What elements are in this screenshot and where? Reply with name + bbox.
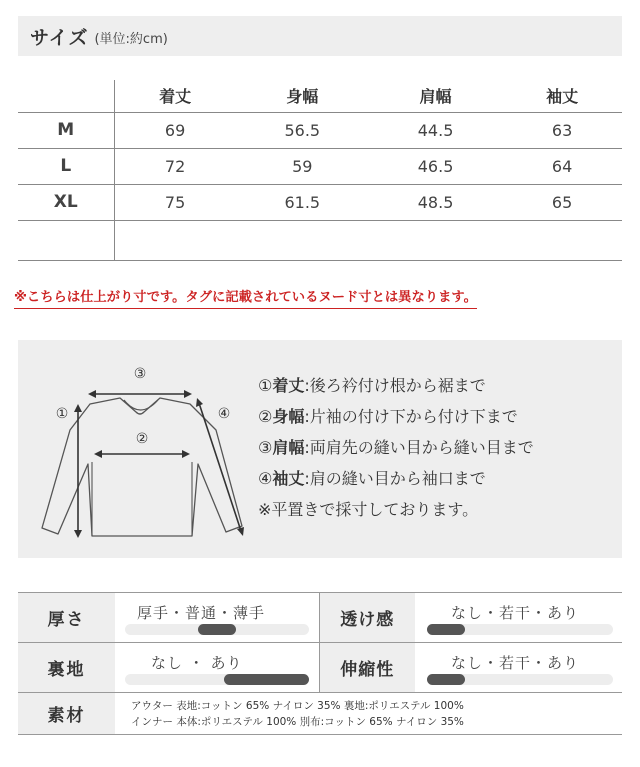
size-label: L bbox=[18, 148, 114, 184]
measurement-term: 着丈 bbox=[272, 376, 305, 395]
shirt-outline-icon bbox=[42, 398, 242, 536]
fabric-row-material bbox=[18, 693, 622, 735]
measurement-number: ④ bbox=[258, 469, 273, 488]
table-cell: 65 bbox=[502, 184, 622, 220]
finished-size-notice: ※こちらは仕上がり寸です。タグに記載されているヌード寸とは異なります。 bbox=[14, 286, 477, 309]
table-cell-empty bbox=[236, 220, 369, 260]
fabric-properties-table bbox=[18, 592, 622, 735]
diagram-marker-4: ④ bbox=[217, 406, 231, 422]
measurement-item bbox=[258, 370, 534, 401]
table-cell: 72 bbox=[114, 148, 236, 184]
diagram-marker-1: ① bbox=[55, 406, 69, 422]
material-line-inner: インナー 本体:ポリエステル 100% 別布:コットン 65% ナイロン 35% bbox=[131, 715, 464, 728]
measurement-term: 袖丈 bbox=[272, 469, 305, 488]
table-cell: 48.5 bbox=[369, 184, 502, 220]
lining-indicator bbox=[224, 674, 309, 685]
fabric-row bbox=[18, 643, 622, 693]
measurement-description: :後ろ衿付け根から裾まで bbox=[304, 376, 486, 395]
column-header: 袖丈 bbox=[502, 80, 622, 112]
table-cell: 64 bbox=[502, 148, 622, 184]
measurement-description: :片袖の付け下から付け下まで bbox=[304, 407, 518, 426]
table-row bbox=[18, 112, 622, 148]
thickness-scale bbox=[125, 624, 309, 635]
size-label: M bbox=[18, 112, 114, 148]
measurement-term: 肩幅 bbox=[272, 438, 305, 457]
size-label-empty bbox=[18, 220, 114, 260]
transparency-label: 透け感 bbox=[319, 593, 415, 643]
size-table-header-row bbox=[18, 80, 622, 112]
measurement-number: ① bbox=[258, 376, 273, 395]
material-line-outer: アウター 表地:コットン 65% ナイロン 35% 裏地:ポリエステル 100% bbox=[131, 699, 464, 712]
stretch-scale bbox=[427, 674, 613, 685]
transparency-scale bbox=[427, 624, 613, 635]
measurement-description: :肩の縫い目から袖口まで bbox=[304, 469, 486, 488]
thickness-label: 厚さ bbox=[18, 593, 115, 643]
stretch-indicator bbox=[427, 674, 465, 685]
table-cell: 59 bbox=[236, 148, 369, 184]
table-cell: 63 bbox=[502, 112, 622, 148]
size-header-corner bbox=[18, 80, 114, 112]
lining-label: 裏地 bbox=[18, 643, 115, 693]
shirt-measurement-diagram bbox=[32, 358, 252, 548]
lining-scale bbox=[125, 674, 309, 685]
size-unit-label: (単位:約cm) bbox=[94, 32, 168, 47]
stretch-options: なし・若干・あり bbox=[451, 654, 580, 672]
lining-options: なし ・ あり bbox=[151, 654, 243, 672]
column-header: 身幅 bbox=[236, 80, 369, 112]
stretch-value bbox=[415, 643, 622, 693]
size-table bbox=[18, 80, 622, 261]
table-cell-empty bbox=[502, 220, 622, 260]
column-header: 肩幅 bbox=[369, 80, 502, 112]
size-section-header bbox=[18, 16, 622, 56]
thickness-options: 厚手・普通・薄手 bbox=[137, 604, 266, 622]
fabric-row bbox=[18, 593, 622, 643]
table-cell: 46.5 bbox=[369, 148, 502, 184]
measurement-number: ③ bbox=[258, 438, 273, 457]
table-cell: 61.5 bbox=[236, 184, 369, 220]
table-cell-empty bbox=[369, 220, 502, 260]
material-value bbox=[115, 693, 622, 735]
lining-value bbox=[115, 643, 319, 693]
measurement-list bbox=[258, 370, 534, 525]
measurement-item bbox=[258, 401, 534, 432]
thickness-value bbox=[115, 593, 319, 643]
transparency-options: なし・若干・あり bbox=[451, 604, 580, 622]
diagram-marker-2: ② bbox=[135, 431, 149, 447]
diagram-marker-3: ③ bbox=[133, 366, 147, 382]
table-row bbox=[18, 184, 622, 220]
size-section-title: サイズ bbox=[30, 26, 89, 49]
measurement-note: ※平置きで採寸しております。 bbox=[258, 500, 479, 519]
measurement-description: :両肩先の縫い目から縫い目まで bbox=[304, 438, 534, 457]
table-cell-empty bbox=[114, 220, 236, 260]
table-cell: 56.5 bbox=[236, 112, 369, 148]
thickness-indicator bbox=[198, 624, 236, 635]
material-label: 素材 bbox=[18, 693, 115, 735]
measurement-section bbox=[18, 340, 622, 558]
measurement-number: ② bbox=[258, 407, 273, 426]
measurement-item bbox=[258, 463, 534, 494]
measurement-term: 身幅 bbox=[272, 407, 305, 426]
column-header: 着丈 bbox=[114, 80, 236, 112]
measurement-item bbox=[258, 432, 534, 463]
transparency-indicator bbox=[427, 624, 465, 635]
table-row-empty bbox=[18, 220, 622, 260]
table-cell: 75 bbox=[114, 184, 236, 220]
table-cell: 69 bbox=[114, 112, 236, 148]
stretch-label: 伸縮性 bbox=[319, 643, 415, 693]
size-label: XL bbox=[18, 184, 114, 220]
table-cell: 44.5 bbox=[369, 112, 502, 148]
table-row bbox=[18, 148, 622, 184]
transparency-value bbox=[415, 593, 622, 643]
